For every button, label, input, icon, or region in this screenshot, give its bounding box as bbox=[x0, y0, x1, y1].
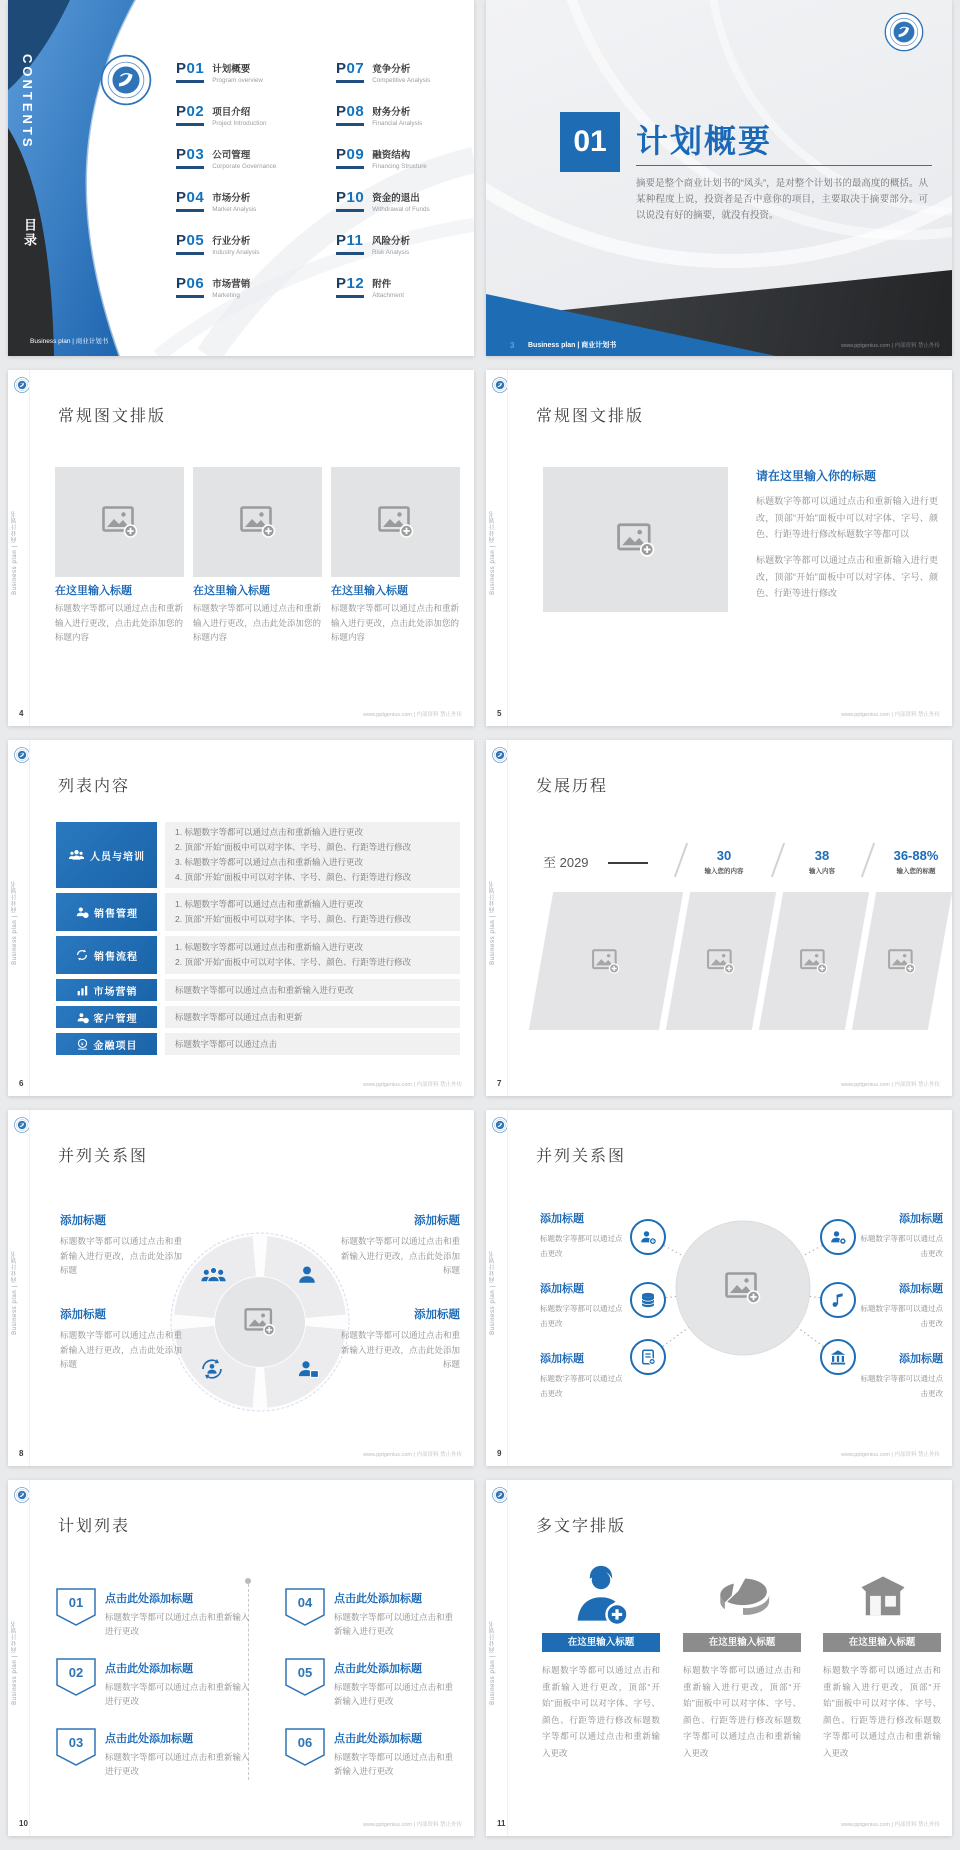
underline bbox=[336, 209, 364, 212]
block-heading: 添加标题 bbox=[899, 1353, 943, 1365]
block-body: 标题数字等都可以通过点击和重新输入进行更改，点击此处添加标题 bbox=[340, 1330, 460, 1369]
slide-title: 列表内容 bbox=[58, 778, 131, 795]
toc-title-cn: 计划概要 bbox=[212, 64, 251, 75]
section-number: 01 bbox=[560, 112, 620, 172]
divider bbox=[29, 370, 30, 726]
stat-label: 输入您的标题 bbox=[896, 868, 936, 875]
slide-title: 常规图文排版 bbox=[58, 408, 167, 425]
divider bbox=[636, 165, 932, 166]
toc-title-cn: 财务分析 bbox=[372, 107, 411, 118]
contents-vertical-title-en: CONTENTS bbox=[20, 54, 35, 150]
side-label: Business plan | 商业计划书 bbox=[12, 880, 18, 965]
column-body: 标题数字等都可以通过点击和重新输入进行更改，顶部“开始”面板中可以对字体、字号、颜色、行距等进行修改标题数字等都可以通过点击和重新输入更改 bbox=[542, 1665, 660, 1758]
content-heading: 请在这里输入你的标题 bbox=[756, 469, 877, 483]
contents-item[interactable]: P02 项目介绍 Project Introduction bbox=[176, 103, 267, 127]
site-footer: www.pptgenius.com | 内部资料 禁止外传 bbox=[363, 1082, 462, 1088]
plan-heading: 点击此处添加标题 bbox=[105, 1663, 193, 1675]
plan-body: 标题数字等都可以通过点击和重新输入进行更改 bbox=[105, 1752, 250, 1776]
image-placeholder[interactable] bbox=[852, 892, 952, 1030]
site-footer: www.pptgenius.com | 内部资料 禁止外传 bbox=[363, 712, 462, 718]
number-badge: 01 bbox=[56, 1588, 96, 1626]
block-body: 标题数字等都可以通过点击和重新输入进行更改，点击此处添加标题 bbox=[340, 1236, 460, 1275]
page-number: 9 bbox=[497, 1449, 502, 1458]
page-number: 8 bbox=[19, 1449, 24, 1458]
image-plus-icon bbox=[800, 949, 828, 974]
underline bbox=[336, 252, 364, 255]
diagram-text-block bbox=[855, 1210, 943, 1261]
plan-body: 标题数字等都可以通过点击和重新输入进行更改 bbox=[334, 1752, 454, 1776]
toc-title-en: Corporate Governance bbox=[212, 163, 277, 170]
toc-title-cn: 行业分析 bbox=[212, 236, 251, 247]
diagram-text-block bbox=[540, 1350, 628, 1401]
underline bbox=[336, 295, 364, 298]
toc-title-cn: 项目介绍 bbox=[212, 107, 251, 118]
page-number: 5 bbox=[497, 709, 502, 718]
contents-item[interactable]: P04 市场分析 Market Analysis bbox=[176, 189, 257, 213]
column-header: 在这里输入标题 bbox=[683, 1633, 801, 1652]
block-heading: 添加标题 bbox=[540, 1213, 584, 1225]
column-heading: 在这里输入标题 bbox=[55, 585, 132, 597]
block-body: 标题数字等都可以通过点击和重新输入进行更改，点击此处添加标题 bbox=[60, 1330, 182, 1369]
page-number: 11 bbox=[497, 1819, 506, 1828]
block-body: 标题数字等都可以通过点击更改 bbox=[860, 1374, 943, 1398]
underline bbox=[336, 80, 364, 83]
contents-vertical-title-cn: 目录 bbox=[22, 218, 37, 248]
toc-title-cn: 融资结构 bbox=[372, 150, 411, 161]
database-icon bbox=[642, 1293, 654, 1307]
timeline-stat bbox=[682, 848, 766, 875]
diagram-text-block bbox=[540, 1280, 628, 1331]
list-category-personnel[interactable]: 人员与培训 bbox=[56, 822, 157, 888]
toc-title-en: Market Analysis bbox=[212, 206, 257, 213]
plan-body: 标题数字等都可以通过点击和重新输入进行更改 bbox=[105, 1612, 250, 1636]
stat-value: 30 bbox=[716, 848, 732, 863]
contents-column-2 bbox=[336, 60, 474, 318]
slide-multi-text[interactable] bbox=[486, 1480, 952, 1836]
brand-footer: Business plan | 商业计划书 bbox=[528, 341, 617, 349]
image-plus-icon bbox=[592, 949, 620, 974]
toc-title-en: Attachment bbox=[372, 292, 405, 299]
contents-item[interactable]: P10 资金的退出 Withdrawal of Funds bbox=[336, 189, 430, 213]
column-heading: 在这里输入标题 bbox=[193, 585, 270, 597]
divider bbox=[507, 740, 508, 1096]
site-footer: www.pptgenius.com | 内部资料 禁止外传 bbox=[841, 343, 940, 349]
slide-title: 并列关系图 bbox=[536, 1148, 627, 1165]
slide-parallel-diagram-a[interactable] bbox=[8, 1110, 474, 1466]
number-badge: 06 bbox=[285, 1728, 325, 1766]
list-category-finance[interactable]: 金融项目 bbox=[56, 1033, 157, 1055]
image-placeholder[interactable] bbox=[529, 892, 683, 1030]
image-placeholder[interactable] bbox=[331, 467, 460, 577]
company-logo-icon bbox=[14, 747, 30, 763]
content-paragraph: 标题数字等都可以通过点击和重新输入进行更改，顶部“开始”面板中可以对字体、字号、颜色、行距等进行修改 bbox=[756, 555, 938, 598]
slide-contents[interactable] bbox=[8, 0, 474, 356]
site-footer: www.pptgenius.com | 内部资料 禁止外传 bbox=[841, 1452, 940, 1458]
list-row-text: 标题数字等都可以通过点击和更新 bbox=[165, 1006, 460, 1028]
contents-column-1 bbox=[176, 60, 326, 318]
slide-section-01[interactable] bbox=[486, 0, 952, 356]
contents-item[interactable]: P01 计划概要 Program overview bbox=[176, 60, 263, 84]
stat-label: 输入您的内容 bbox=[704, 868, 744, 875]
slide-title: 常规图文排版 bbox=[536, 408, 645, 425]
column-heading: 在这里输入标题 bbox=[331, 585, 408, 597]
toc-title-en: Industry Analysis bbox=[212, 249, 260, 256]
site-footer: www.pptgenius.com | 内部资料 禁止外传 bbox=[363, 1822, 462, 1828]
slide-three-images[interactable] bbox=[8, 370, 474, 726]
plan-body: 标题数字等都可以通过点击和重新输入进行更改 bbox=[334, 1612, 454, 1636]
column-body: 标题数字等都可以通过点击和重新输入进行更改，点击此处添加您的标题内容 bbox=[55, 603, 183, 642]
company-logo-icon bbox=[492, 747, 508, 763]
building-icon bbox=[855, 1572, 911, 1624]
timeline-dash bbox=[608, 862, 648, 864]
block-heading: 添加标题 bbox=[60, 1309, 106, 1321]
circular-sector-diagram bbox=[160, 1222, 360, 1422]
diagram-text-block bbox=[338, 1212, 460, 1278]
column-header: 在这里输入标题 bbox=[823, 1633, 941, 1652]
column-body: 标题数字等都可以通过点击和重新输入进行更改，顶部“开始”面板中可以对字体、字号、颜色、行距等进行修改标题数字等都可以通过点击和重新输入更改 bbox=[683, 1665, 801, 1758]
divider bbox=[29, 1110, 30, 1466]
page-number: 7 bbox=[497, 1079, 502, 1088]
underline bbox=[176, 123, 204, 126]
slide-list-content[interactable] bbox=[8, 740, 474, 1096]
stat-value: 38 bbox=[814, 848, 830, 863]
toc-title-en: Financial Analysis bbox=[372, 120, 423, 127]
list-category-customer[interactable]: 客户管理 bbox=[56, 1006, 157, 1028]
column-header: 在这里输入标题 bbox=[542, 1633, 660, 1652]
slide-title: 计划列表 bbox=[58, 1518, 131, 1535]
contents-item[interactable]: P08 财务分析 Financial Analysis bbox=[336, 103, 423, 127]
slide-plan-list[interactable] bbox=[8, 1480, 474, 1836]
list-category-sales-process[interactable]: 销售流程 bbox=[56, 936, 157, 974]
timeline-stat bbox=[780, 848, 864, 875]
diagram-text-block bbox=[855, 1350, 943, 1401]
company-logo-icon bbox=[14, 1117, 30, 1133]
side-label: Business plan | 商业计划书 bbox=[12, 1250, 18, 1335]
toc-title-en: Risk Analysis bbox=[372, 249, 410, 256]
coin-icon bbox=[76, 1038, 89, 1051]
column-body: 标题数字等都可以通过点击和重新输入进行更改，点击此处添加您的标题内容 bbox=[331, 603, 459, 642]
content-paragraph: 标题数字等都可以通过点击和重新输入进行更改，顶部“开始”面板中可以对字体、字号、颜色、行距等进行修改标题数字等都可以 bbox=[756, 496, 938, 539]
company-logo-icon bbox=[884, 12, 924, 52]
company-logo-icon bbox=[492, 377, 508, 393]
divider bbox=[507, 1480, 508, 1836]
toc-title-en: Competitive Analysis bbox=[372, 77, 431, 84]
woman-plus-icon bbox=[569, 1564, 633, 1628]
company-logo-icon bbox=[14, 377, 30, 393]
side-label: Business plan | 商业计划书 bbox=[12, 510, 18, 595]
diagram-text-block bbox=[60, 1212, 182, 1278]
block-heading: 添加标题 bbox=[540, 1283, 584, 1295]
contents-item[interactable]: P07 竞争分析 Competitive Analysis bbox=[336, 60, 431, 84]
list-row-text: 1. 标题数字等都可以通过点击和重新输入进行更改 2. 顶部“开始”面板中可以对字体、字号、颜色、行距等进行修改 3. 标题数字等都可以通过点击和重新输入进行更改 4. 顶部“开始”面板中可以对字体、字号、颜色、行距等进行修改 bbox=[165, 822, 460, 888]
column-body: 标题数字等都可以通过点击和重新输入进行更改，顶部“开始”面板中可以对字体、字号、颜色、行距等进行修改标题数字等都可以通过点击和重新输入更改 bbox=[823, 1665, 941, 1758]
timeline-stat bbox=[870, 848, 952, 875]
column-body: 标题数字等都可以通过点击和重新输入进行更改，点击此处添加您的标题内容 bbox=[193, 603, 321, 642]
toc-title-cn: 附件 bbox=[372, 279, 392, 290]
company-logo-icon bbox=[492, 1487, 508, 1503]
toc-title-en: Marketing bbox=[212, 292, 240, 299]
underline bbox=[176, 80, 204, 83]
image-plus-icon bbox=[617, 523, 655, 557]
underline bbox=[336, 123, 364, 126]
slide-parallel-diagram-b[interactable] bbox=[486, 1110, 952, 1466]
brand-footer: Business plan | 商业计划书 bbox=[30, 338, 109, 345]
cycle-arrows-icon bbox=[75, 948, 89, 962]
block-body: 标题数字等都可以通过点击更改 bbox=[860, 1304, 943, 1328]
toc-title-cn: 公司管理 bbox=[212, 150, 251, 161]
stat-value: 36-88% bbox=[893, 848, 939, 863]
company-logo-icon bbox=[100, 54, 152, 106]
timeline-year: 至 2029 bbox=[543, 855, 589, 870]
site-footer: www.pptgenius.com | 内部资料 禁止外传 bbox=[841, 712, 940, 718]
block-body: 标题数字等都可以通过点击更改 bbox=[540, 1234, 623, 1258]
person-plus-icon bbox=[76, 1011, 89, 1024]
plan-heading: 点击此处添加标题 bbox=[105, 1733, 193, 1745]
block-body: 标题数字等都可以通过点击更改 bbox=[540, 1304, 623, 1328]
toc-title-en: Project Introduction bbox=[212, 120, 267, 127]
divider bbox=[507, 370, 508, 726]
slide-one-image[interactable] bbox=[486, 370, 952, 726]
plan-body: 标题数字等都可以通过点击和重新输入进行更改 bbox=[105, 1682, 250, 1706]
image-plus-icon bbox=[240, 506, 276, 538]
image-placeholder[interactable] bbox=[55, 467, 184, 577]
toc-title-cn: 竞争分析 bbox=[372, 64, 411, 75]
diagram-text-block bbox=[60, 1306, 182, 1372]
section-title: 计划概要 bbox=[636, 123, 773, 159]
underline bbox=[176, 166, 204, 169]
underline bbox=[176, 295, 204, 298]
image-plus-icon bbox=[378, 506, 414, 538]
site-footer: www.pptgenius.com | 内部资料 禁止外传 bbox=[363, 1452, 462, 1458]
site-footer: www.pptgenius.com | 内部资料 禁止外传 bbox=[841, 1822, 940, 1828]
list-row-text: 1. 标题数字等都可以通过点击和重新输入进行更改 2. 顶部“开始”面板中可以对字体、字号、颜色、行距等进行修改 bbox=[165, 936, 460, 974]
number-badge: 02 bbox=[56, 1658, 96, 1696]
toc-title-en: Withdrawal of Funds bbox=[372, 206, 430, 213]
slide-title: 多文字排版 bbox=[536, 1518, 627, 1535]
stat-label: 输入内容 bbox=[809, 868, 835, 875]
toc-title-cn: 市场营销 bbox=[212, 279, 251, 290]
block-heading: 添加标题 bbox=[414, 1309, 460, 1321]
underline bbox=[336, 166, 364, 169]
number-badge: 04 bbox=[285, 1588, 325, 1626]
bar-chart-icon bbox=[76, 984, 89, 997]
pie-chart-icon bbox=[713, 1574, 773, 1624]
list-row-text: 标题数字等都可以通过点击 bbox=[165, 1033, 460, 1055]
underline bbox=[176, 252, 204, 255]
image-placeholder[interactable] bbox=[193, 467, 322, 577]
contents-item[interactable]: P09 融资结构 Financing Structure bbox=[336, 146, 427, 170]
side-label: Business plan | 商业计划书 bbox=[490, 880, 496, 965]
section-summary: 摘要是整个商业计划书的“凤头”，是对整个计划书的最高度的概括。从某种程度上说，投资者是否中意你的项目，主要取决于摘要部分。可以说没有好的摘要，就没有投资。 bbox=[636, 178, 928, 221]
image-plus-icon bbox=[707, 949, 735, 974]
side-label: Business plan | 商业计划书 bbox=[490, 1620, 496, 1705]
diagram-text-block bbox=[855, 1280, 943, 1331]
toc-title-cn: 风险分析 bbox=[372, 236, 411, 247]
divider bbox=[29, 1480, 30, 1836]
toc-title-en: Program overview bbox=[212, 77, 263, 84]
list-row-text: 标题数字等都可以通过点击和重新输入进行更改 bbox=[165, 979, 460, 1001]
list-category-marketing[interactable]: 市场营销 bbox=[56, 979, 157, 1001]
toc-title-en: Financing Structure bbox=[372, 163, 427, 170]
image-placeholder[interactable] bbox=[543, 467, 728, 612]
image-plus-icon bbox=[102, 506, 138, 538]
plan-body: 标题数字等都可以通过点击和重新输入进行更改 bbox=[334, 1682, 454, 1706]
block-heading: 添加标题 bbox=[60, 1215, 106, 1227]
number-badge: 05 bbox=[285, 1658, 325, 1696]
team-icon bbox=[68, 848, 85, 862]
side-label: Business plan | 商业计划书 bbox=[490, 510, 496, 595]
block-heading: 添加标题 bbox=[414, 1215, 460, 1227]
page-number: 6 bbox=[19, 1079, 24, 1088]
contents-item[interactable]: P05 行业分析 Industry Analysis bbox=[176, 232, 260, 256]
block-heading: 添加标题 bbox=[899, 1283, 943, 1295]
image-placeholder[interactable] bbox=[666, 892, 776, 1030]
plan-heading: 点击此处添加标题 bbox=[105, 1593, 193, 1605]
slide-development-history[interactable] bbox=[486, 740, 952, 1096]
side-label: Business plan | 商业计划书 bbox=[12, 1620, 18, 1705]
plan-heading: 点击此处添加标题 bbox=[334, 1593, 422, 1605]
underline bbox=[176, 209, 204, 212]
number-badge: 03 bbox=[56, 1728, 96, 1766]
company-logo-icon bbox=[14, 1487, 30, 1503]
image-placeholder[interactable] bbox=[759, 892, 869, 1030]
block-heading: 添加标题 bbox=[899, 1213, 943, 1225]
block-body: 标题数字等都可以通过点击更改 bbox=[540, 1374, 623, 1398]
page-number: 10 bbox=[19, 1819, 28, 1828]
person-gear-icon bbox=[75, 905, 89, 919]
plan-heading: 点击此处添加标题 bbox=[334, 1733, 422, 1745]
contents-item[interactable]: P12 附件 Attachment bbox=[336, 275, 405, 299]
plan-heading: 点击此处添加标题 bbox=[334, 1663, 422, 1675]
site-footer: www.pptgenius.com | 内部资料 禁止外传 bbox=[841, 1082, 940, 1088]
block-heading: 添加标题 bbox=[540, 1353, 584, 1365]
contents-item[interactable]: P11 风险分析 Risk Analysis bbox=[336, 232, 411, 256]
image-plus-icon bbox=[888, 949, 916, 974]
block-body: 标题数字等都可以通过点击和重新输入进行更改，点击此处添加标题 bbox=[60, 1236, 182, 1275]
contents-item[interactable]: P03 公司管理 Corporate Governance bbox=[176, 146, 277, 170]
list-row-text: 1. 标题数字等都可以通过点击和重新输入进行更改 2. 顶部“开始”面板中可以对字体、字号、颜色、行距等进行修改 bbox=[165, 893, 460, 931]
block-body: 标题数字等都可以通过点击更改 bbox=[860, 1234, 943, 1258]
side-label: Business plan | 商业计划书 bbox=[490, 1250, 496, 1335]
page-number: 3 bbox=[510, 341, 515, 350]
toc-title-cn: 资金的退出 bbox=[372, 193, 420, 204]
diagram-text-block bbox=[338, 1306, 460, 1372]
diagram-text-block bbox=[540, 1210, 628, 1261]
slide-title: 发展历程 bbox=[536, 778, 609, 795]
toc-title-cn: 市场分析 bbox=[212, 193, 251, 204]
contents-item[interactable]: P06 市场营销 Marketing bbox=[176, 275, 251, 299]
list-category-sales-mgmt[interactable]: 销售管理 bbox=[56, 893, 157, 931]
divider bbox=[29, 740, 30, 1096]
page-number: 4 bbox=[19, 709, 24, 718]
company-logo-icon bbox=[492, 1117, 508, 1133]
slide-title: 并列关系图 bbox=[58, 1148, 149, 1165]
